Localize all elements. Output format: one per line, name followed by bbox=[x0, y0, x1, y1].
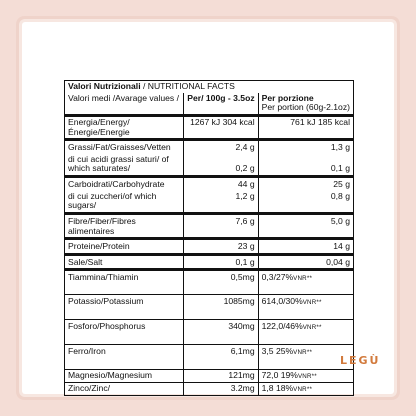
row-value-100g: 0,5mg bbox=[184, 270, 258, 295]
row-label: Sale/Salt bbox=[65, 254, 184, 270]
row-label: Potassio/Potassium bbox=[65, 295, 184, 320]
table-row bbox=[65, 140, 354, 154]
mineral-row bbox=[65, 345, 354, 370]
vnr-note: VNR** bbox=[293, 275, 313, 283]
row-value-portion: 25 g bbox=[258, 177, 353, 191]
row-value-100g: 340mg bbox=[184, 320, 258, 345]
row-value-portion bbox=[258, 270, 353, 295]
portion-value: 3,5 25% bbox=[261, 346, 294, 357]
row-label: Carboidrati/Carbohydrate bbox=[65, 177, 184, 191]
table-header-row bbox=[65, 93, 354, 116]
table-row bbox=[65, 115, 354, 139]
row-value-100g: 7,6 g bbox=[184, 213, 258, 238]
portion-value: 72,0 19% bbox=[261, 370, 298, 381]
mineral-row bbox=[65, 320, 354, 345]
row-label: di cui zuccheri/of which sugars/ bbox=[68, 190, 157, 211]
table-subtitle: / NUTRITIONAL FACTS bbox=[140, 81, 235, 91]
row-value-100g: 6,1mg bbox=[184, 345, 258, 370]
row-value-100g: 0,2 g bbox=[184, 154, 258, 177]
portion-value: 0,3/27% bbox=[261, 272, 294, 283]
header-per-portion-title: Per porzione bbox=[261, 92, 314, 103]
row-value-100g: 44 g bbox=[184, 177, 258, 191]
table-row bbox=[65, 154, 354, 177]
row-label: Tiammina/Thiamin bbox=[65, 270, 184, 295]
table-row bbox=[65, 239, 354, 255]
row-label: Fosforo/Phosphorus bbox=[65, 320, 184, 345]
row-value-portion: 14 g bbox=[258, 239, 353, 255]
row-value-100g: 121mg bbox=[184, 370, 258, 383]
header-per-portion-note: Per portion (60g-2.1oz) bbox=[261, 102, 350, 113]
row-label: Fibre/Fiber/Fibres alimentaires bbox=[65, 213, 184, 238]
vnr-note: VNR** bbox=[302, 324, 322, 332]
row-value-100g: 1085mg bbox=[184, 295, 258, 320]
row-value-portion: 0,1 g bbox=[258, 154, 353, 177]
mineral-row bbox=[65, 295, 354, 320]
header-label: Valori medi /Avarage values / bbox=[68, 92, 179, 103]
mineral-row bbox=[65, 370, 354, 383]
row-value-100g: 1267 kJ 304 kcal bbox=[184, 115, 258, 139]
table-row bbox=[65, 177, 354, 191]
row-value-portion bbox=[258, 295, 353, 320]
table-title-row bbox=[65, 81, 354, 93]
table-row bbox=[65, 213, 354, 238]
table-row bbox=[65, 254, 354, 270]
vnr-note: VNR** bbox=[302, 299, 322, 307]
row-value-100g: 23 g bbox=[184, 239, 258, 255]
table-row bbox=[65, 191, 354, 214]
row-value-100g: 1,2 g bbox=[184, 191, 258, 214]
brand-logo: LEGÙ bbox=[340, 354, 381, 367]
vnr-note: VNR** bbox=[297, 373, 317, 381]
portion-value: 1,8 18% bbox=[261, 383, 294, 394]
portion-value: 122,0/46% bbox=[261, 321, 303, 332]
row-value-portion: 0,04 g bbox=[258, 254, 353, 270]
row-value-portion bbox=[258, 383, 353, 396]
mineral-row bbox=[65, 270, 354, 295]
vnr-note: VNR** bbox=[293, 386, 313, 394]
row-value-portion: 1,3 g bbox=[258, 140, 353, 154]
nutrition-table bbox=[64, 80, 354, 396]
table-title: Valori Nutrizionali bbox=[68, 81, 141, 91]
row-value-portion bbox=[258, 370, 353, 383]
row-value-100g: 2,4 g bbox=[184, 140, 258, 154]
row-value-portion: 5,0 g bbox=[258, 213, 353, 238]
row-value-100g: 3.2mg bbox=[184, 383, 258, 396]
row-label: di cui acidi grassi saturi/ of which saturates/ bbox=[68, 153, 169, 174]
row-label: Grassi/Fat/Graisses/Vetten bbox=[65, 140, 184, 154]
portion-value: 614,0/30% bbox=[261, 296, 303, 307]
row-label: Proteine/Protein bbox=[65, 239, 184, 255]
vnr-note: VNR** bbox=[293, 349, 313, 357]
row-value-portion: 0,8 g bbox=[258, 191, 353, 214]
row-label: Zinco/Zinc/ bbox=[65, 383, 184, 396]
row-value-100g: 0,1 g bbox=[184, 254, 258, 270]
row-label: Magnesio/Magnesium bbox=[65, 370, 184, 383]
row-value-portion bbox=[258, 320, 353, 345]
header-per-100g: Per/ 100g - 3.5oz bbox=[184, 93, 258, 116]
row-value-portion: 761 kJ 185 kcal bbox=[258, 115, 353, 139]
header-per-portion bbox=[258, 93, 353, 116]
row-label: Ferro/Iron bbox=[65, 345, 184, 370]
mineral-row bbox=[65, 383, 354, 396]
row-label: Energia/Energy/Énergie/Energie bbox=[65, 115, 184, 139]
